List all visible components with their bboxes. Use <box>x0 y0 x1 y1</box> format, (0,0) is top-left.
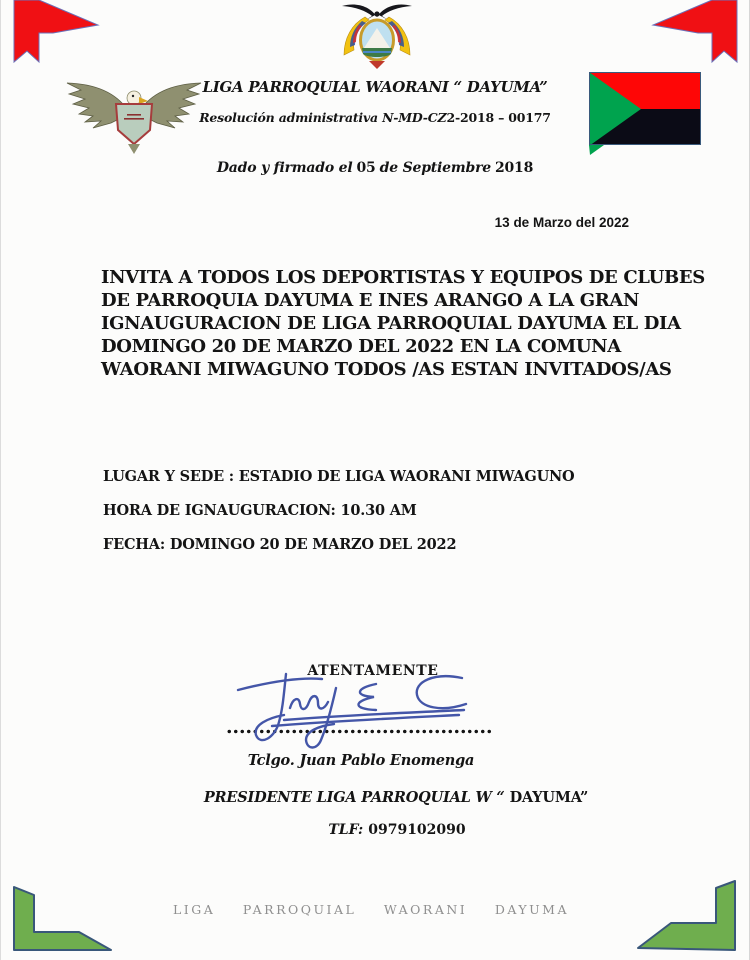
resolution-suffix: 2-2018 – 00177 <box>446 110 551 125</box>
corner-ribbon-top-right-icon <box>650 0 738 64</box>
phone-label: TLF: <box>328 822 364 838</box>
body-line: WAORANI MIWAGUNO TODOS /AS ESTAN INVITADOS/AS <box>101 359 672 380</box>
venue-line: LUGAR Y SEDE : ESTADIO DE LIGA WAORANI MIWAGUNO <box>103 468 575 485</box>
time-line: HORA DE IGNAUGURACION: 10.30 AM <box>103 502 417 519</box>
body-line: DOMINGO 20 DE MARZO DEL 2022 EN LA COMUNA <box>101 336 621 357</box>
issued-line <box>1 160 749 176</box>
footer-word: WAORANI <box>383 902 468 917</box>
issued-part: 2018 <box>494 160 534 176</box>
date-line-detail: FECHA: DOMINGO 20 DE MARZO DEL 2022 <box>103 536 457 553</box>
body-line: INVITA A TODOS LOS DEPORTISTAS Y EQUIPOS DE CLUBES <box>101 267 705 288</box>
issued-part: 05 <box>356 160 376 176</box>
event-details <box>103 468 663 570</box>
organization-title: LIGA PARROQUIAL WAORANI “ DAYUMA” <box>202 78 548 96</box>
phone-line <box>328 822 465 838</box>
ecuador-coat-of-arms-crest <box>328 2 426 70</box>
phone-number: 0979102090 <box>368 822 466 838</box>
salutation: ATENTAMENTE <box>307 663 439 679</box>
signer-name: Tclgo. Juan Pablo Enomenga <box>247 752 475 769</box>
signer-role-italic: PRESIDENTE LIGA PARROQUIAL W “ <box>203 789 505 806</box>
body-line: DE PARROQUIA DAYUMA E INES ARANGO A LA GRAN <box>101 290 640 311</box>
issued-part: Dado y firmado el <box>216 160 353 176</box>
corner-green-bottom-right-icon <box>627 876 739 952</box>
footer-word: DAYUMA <box>494 902 569 917</box>
footer-watermark <box>173 902 569 917</box>
invitation-paragraph <box>101 266 705 381</box>
issued-part: de Septiembre <box>379 160 491 176</box>
resolution-line <box>1 110 749 125</box>
footer-word: LIGA <box>173 902 216 917</box>
corner-green-bottom-left-icon <box>13 882 125 952</box>
resolution-prefix: Resolución administrativa N-MD-CZ <box>199 110 447 125</box>
handwritten-signature <box>224 668 499 752</box>
footer-word: PARROQUIAL <box>242 902 357 917</box>
letter-date: 13 de Marzo del 2022 <box>494 215 629 230</box>
corner-ribbon-top-left-icon <box>13 0 101 64</box>
signer-role <box>204 789 588 806</box>
signer-role-bold: DAYUMA” <box>509 789 589 806</box>
body-line: IGNAUGURACION DE LIGA PARROQUIAL DAYUMA EL DIA <box>101 313 681 334</box>
